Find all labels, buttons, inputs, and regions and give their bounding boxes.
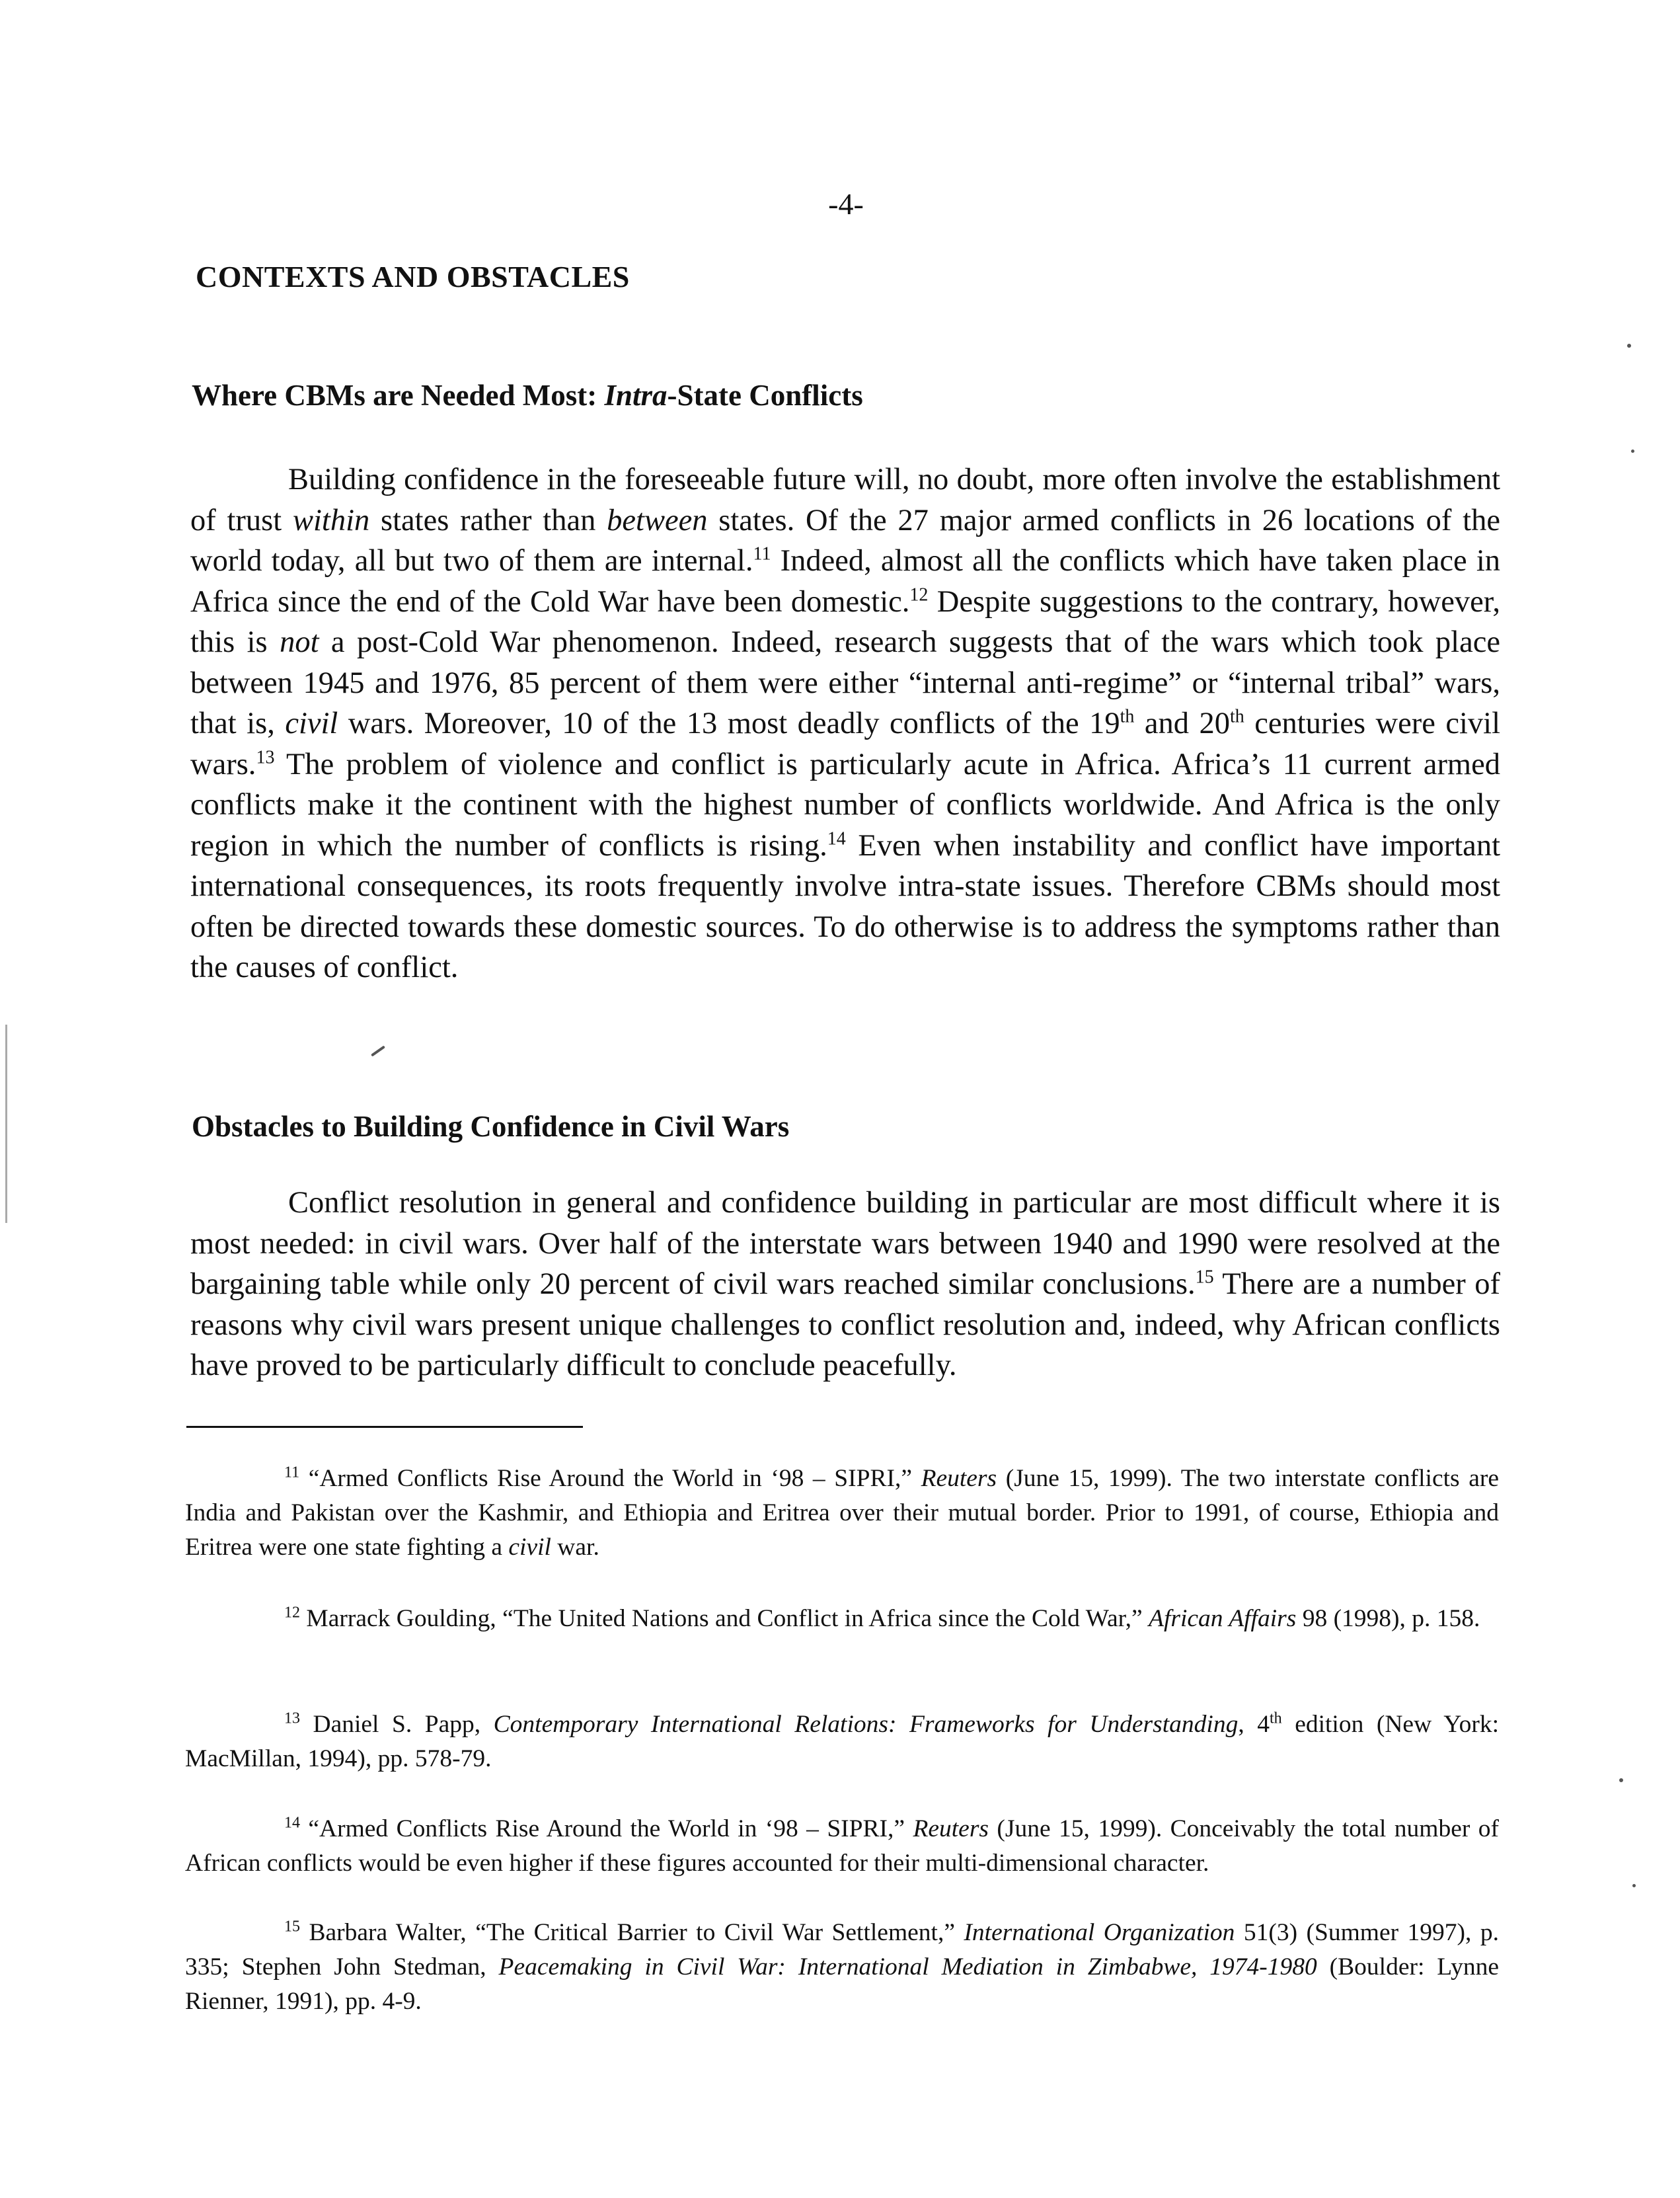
- footnote-ref-12: 12: [909, 584, 929, 605]
- subheading-rest: -State Conflicts: [667, 379, 863, 412]
- text-run: (June 15, 1999). The two interstate conflicts are India and Pakistan over the Kashmir, and Ethiopia and Eritrea over their mutual border. Prior to 1991, of course, Ethiopia and Eritrea were one state fighting a: [185, 1465, 1499, 1561]
- text-run: Building confidence in the foreseeable future will, no doubt, more often involve the establishment of trust: [190, 463, 1500, 537]
- ordinal-suffix: th: [1270, 1709, 1282, 1727]
- footnote-ref-14: 14: [827, 828, 846, 849]
- text-run: states rather than: [369, 503, 607, 537]
- footnote-number: 15: [284, 1918, 300, 1936]
- italic-run: Reuters: [921, 1465, 997, 1492]
- footnote-number: 13: [284, 1709, 300, 1727]
- footnote-15: [185, 1916, 1499, 2019]
- paragraph-intra-state: [190, 459, 1500, 988]
- italic-run: between: [607, 503, 708, 537]
- text-run: (June 15, 1999). Conceivably the total number of African conflicts would be even higher if these figures accounted for their multi-dimensional character.: [185, 1815, 1500, 1877]
- footnote-separator: [186, 1426, 583, 1428]
- text-run: edition (New York: MacMillan, 1994), pp. 578-79.: [185, 1711, 1500, 1772]
- ordinal-suffix: th: [1120, 706, 1135, 727]
- italic-run: Reuters: [913, 1815, 989, 1842]
- scan-speck: [5, 1025, 7, 1223]
- text-run: , 4: [1238, 1711, 1270, 1738]
- text-run: Even when instability and conflict have important international consequences, its roots frequently involve intra-state issues. Therefore CBMs should most often be directed towards these domestic sources. To do otherwise is to address the symptoms rather than the causes of conflict.: [190, 828, 1500, 984]
- footnote-number: 14: [284, 1814, 300, 1832]
- italic-run: International Organization: [964, 1919, 1235, 1946]
- section-heading: CONTEXTS AND OBSTACLES: [196, 260, 630, 294]
- subheading-intra-state: [192, 378, 863, 412]
- italic-run: not: [280, 625, 319, 659]
- ordinal-suffix: th: [1229, 706, 1244, 727]
- subheading-lead: Where CBMs are Needed Most:: [192, 379, 605, 412]
- text-run: 51(3) (Summer 1997), p. 335; Stephen John Stedman,: [185, 1919, 1499, 1981]
- page-number: -4-: [828, 187, 864, 221]
- text-run: (Boulder: Lynne Rienner, 1991), pp. 4-9.: [185, 1953, 1499, 2015]
- text-run: Marrack Goulding, “The United Nations and Conflict in Africa since the Cold War,”: [300, 1605, 1149, 1632]
- footnote-11: [185, 1462, 1499, 1565]
- footnote-ref-15: 15: [1195, 1267, 1214, 1288]
- footnote-14: [185, 1812, 1499, 1881]
- footnote-12: [185, 1602, 1499, 1636]
- text-run: war.: [551, 1534, 599, 1561]
- scan-speck: [1632, 1884, 1636, 1887]
- footnote-13: [185, 1707, 1499, 1776]
- italic-run: civil: [285, 707, 338, 740]
- subheading-obstacles: Obstacles to Building Confidence in Civil Wars: [192, 1110, 790, 1143]
- footnote-number: 12: [284, 1604, 300, 1622]
- scan-speck: [1627, 344, 1631, 348]
- italic-run: Contemporary International Relations: Frameworks for Understanding: [493, 1711, 1239, 1738]
- text-run: There are a number of reasons why civil wars present unique challenges to conflict resolution and, indeed, why African conflicts have proved to be particularly difficult to conclude peacefully.: [190, 1267, 1500, 1382]
- text-run: Barbara Walter, “The Critical Barrier to Civil War Settlement,”: [300, 1919, 964, 1946]
- text-run: wars. Moreover, 10 of the 13 most deadly conflicts of the 19: [338, 707, 1120, 740]
- scan-speck: [371, 1045, 385, 1056]
- footnote-ref-11: 11: [753, 543, 771, 565]
- text-run: Conflict resolution in general and confidence building in particular are most difficult where it is most needed: in civil wars. Over half of the interstate wars between 1940 and 1990 were resolved at the bargaining table while only 20 percent of civil wars reached similar conclusions.: [190, 1186, 1500, 1301]
- text-run: 98 (1998), p. 158.: [1296, 1605, 1480, 1632]
- italic-run: African Affairs: [1149, 1605, 1297, 1632]
- scan-speck: [1619, 1778, 1623, 1782]
- text-run: and 20: [1134, 707, 1230, 740]
- text-run: a post-Cold War phenomenon. Indeed, research suggests that of the wars which took place between 1945 and 1976, 85 percent of them were either “internal anti-regime” or “internal tribal” wars, that is,: [190, 625, 1500, 740]
- footnote-ref-13: 13: [256, 747, 275, 767]
- text-run: “Armed Conflicts Rise Around the World in ‘98 – SIPRI,”: [300, 1815, 913, 1842]
- text-run: “Armed Conflicts Rise Around the World in ‘98 – SIPRI,”: [299, 1465, 921, 1492]
- text-run: centuries were civil wars.: [190, 707, 1501, 781]
- text-run: Daniel S. Papp,: [300, 1711, 494, 1738]
- footnote-number: 11: [284, 1464, 300, 1481]
- text-run: The problem of violence and conflict is particularly acute in Africa. Africa’s 11 current armed conflicts make it the continent with the highest number of conflicts worldwide. And Africa is the only region in which the number of conflicts is rising.: [190, 747, 1500, 863]
- text-run: Despite suggestions to the contrary, however, this is: [190, 584, 1500, 659]
- italic-run: civil: [508, 1534, 551, 1561]
- text-run: Indeed, almost all the conflicts which have taken place in Africa since the end of the Cold War have been domestic.: [190, 544, 1500, 619]
- subheading-italic: Intra: [604, 379, 668, 412]
- scan-speck: [1631, 450, 1634, 453]
- text-run: states. Of the 27 major armed conflicts in 26 locations of the world today, all but two of them are internal.: [190, 503, 1500, 578]
- italic-run: Peacemaking in Civil War: International Mediation in Zimbabwe, 1974-1980: [498, 1953, 1317, 1981]
- italic-run: within: [292, 503, 370, 537]
- paragraph-obstacles: [190, 1183, 1500, 1386]
